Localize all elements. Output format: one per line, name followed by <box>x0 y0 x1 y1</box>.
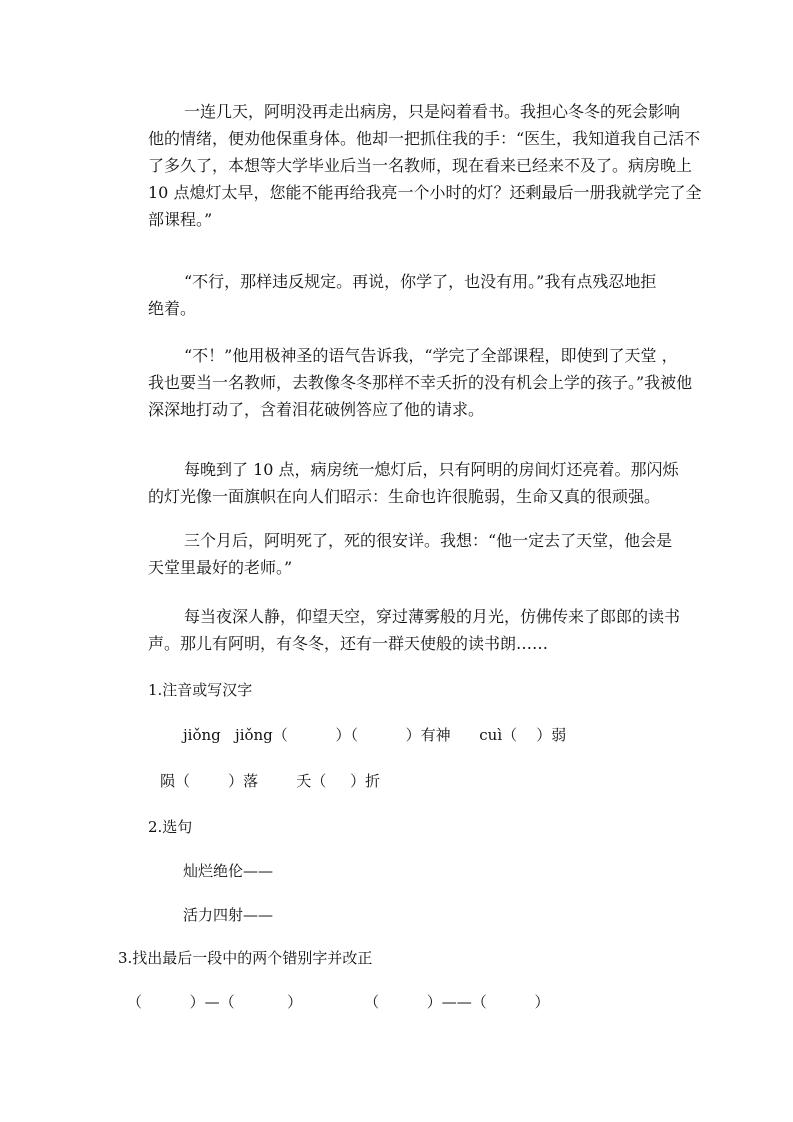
text-line: 他的情绪，便劝他保重身体。他却一把抓住我的手：“医生，我知道我自己活不 <box>148 129 701 148</box>
question-2-item-2: 活力四射—— <box>183 906 274 924</box>
question-3-answer-line: （ ）—（ ） （ ）——（ ） <box>127 993 550 1011</box>
question-3-title: 3.找出最后一段中的两个错别字并改正 <box>118 949 373 967</box>
text-line: 天堂里最好的老师。” <box>148 558 293 577</box>
question-2-item-1: 灿烂绝伦—— <box>183 862 274 880</box>
text-line: 10 点熄灯太早，您能不能再给我亮一个小时的灯？还剩最后一册我就学完了全 <box>148 183 702 202</box>
paragraph-1 <box>148 98 702 233</box>
text-line: 每当夜深人静，仰望天空，穿过薄雾般的月光，仿佛传来了郎郎的读书 <box>184 607 681 626</box>
question-1-pinyin-line: jiǒng jiǒng（ ）（ ）有神 cuì（ ）弱 <box>183 726 567 744</box>
text-line: 一连几天，阿明没再走出病房，只是闷着看书。我担心冬冬的死会影响 <box>184 102 681 121</box>
text-line: 三个月后，阿明死了，死的很安详。我想：“他一定去了天堂，他会是 <box>184 531 673 550</box>
text-line: 声。那儿有阿明，有冬冬，还有一群天使般的读书朗…… <box>148 634 549 653</box>
text-line: 深深地打动了，含着泪花破例答应了他的请求。 <box>148 400 485 419</box>
text-line: 每晚到了 10 点，病房统一熄灯后，只有阿明的房间灯还亮着。那闪烁 <box>184 460 679 479</box>
paragraph-4 <box>148 456 678 510</box>
text-line: 我也要当一名教师，去教像冬冬那样不幸夭折的没有机会上学的孩子。”我被他 <box>148 373 693 392</box>
text-line: 的灯光像一面旗帜在向人们昭示：生命也许很脆弱，生命又真的很顽强。 <box>148 487 661 506</box>
question-1-title: 1.注音或写汉字 <box>148 681 253 699</box>
text-line: 绝着。 <box>148 299 197 318</box>
question-2-title: 2.选句 <box>148 818 193 836</box>
paragraph-5 <box>148 527 678 581</box>
paragraph-2 <box>148 268 678 322</box>
question-1-chars-line: 陨（ ）落 夭（ ）折 <box>160 772 381 790</box>
text-line: “不！”他用极神圣的语气告诉我，“学完了全部课程，即使到了天堂 ， <box>184 346 678 365</box>
text-line: 部课程。” <box>148 210 213 229</box>
text-line: 了多久了，本想等大学毕业后当一名教师，现在看来已经来不及了。病房晚上 <box>148 156 693 175</box>
text-line: “不行，那样违反规定。再说，你学了，也没有用。”我有点残忍地拒 <box>184 272 657 291</box>
paragraph-6 <box>148 603 681 657</box>
paragraph-3 <box>148 342 693 423</box>
